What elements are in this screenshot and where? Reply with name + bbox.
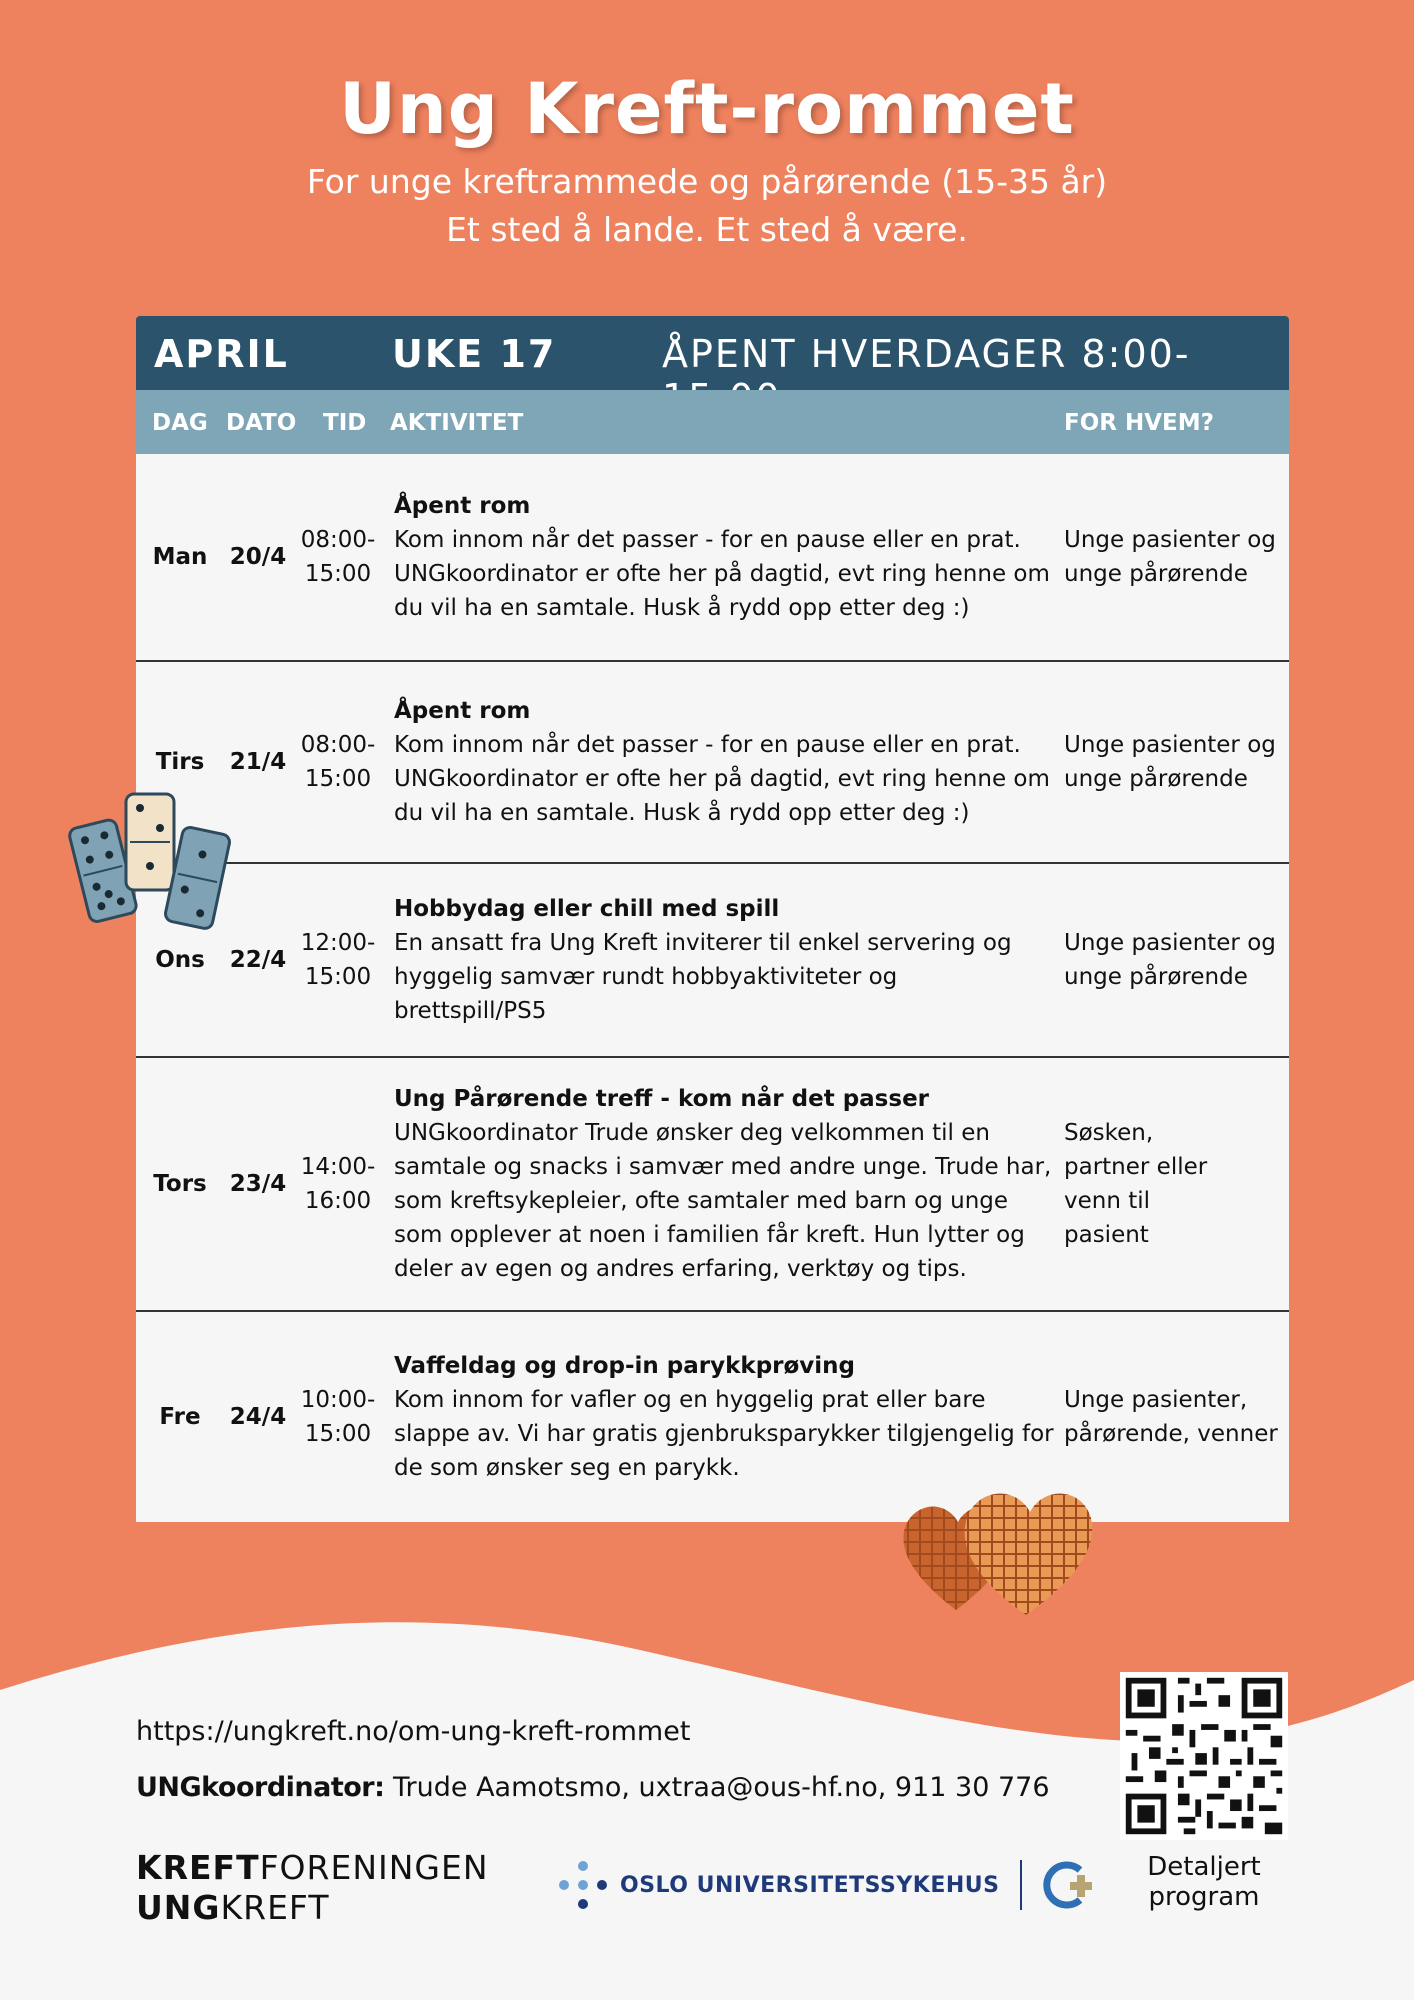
activity-title: Ung Pårørende treff - kom når det passer — [394, 1086, 930, 1112]
row-audience: Unge pasienter og unge pårørende — [1064, 732, 1276, 792]
row-activity — [394, 454, 1054, 660]
ous-cross-logo-icon — [1040, 1858, 1094, 1912]
kreftforeningen-logo: KREFTFORENINGEN UNGKREFT — [136, 1848, 489, 1927]
qr-label: Detaljert program — [1147, 1852, 1261, 1912]
activity-title: Åpent rom — [394, 493, 531, 519]
row-date: 24/4 — [229, 1404, 287, 1430]
row-audience: Søsken, partner eller venn til pasient — [1064, 1120, 1208, 1248]
subtitle-line-2: Et sted å lande. Et sted å være. — [446, 210, 968, 249]
schedule-top-bar — [136, 316, 1289, 390]
col-date: DATO — [226, 410, 297, 436]
column-headers — [136, 390, 1289, 454]
activity-text: Kom innom når det passer - for en pause eller en prat. UNGkoordinator er ofte her på dagtid, evt ring henne om du vil ha en samtale. Husk å rydd opp etter deg :) — [394, 527, 1050, 621]
schedule-table — [136, 316, 1289, 1522]
table-row — [136, 662, 1289, 864]
col-audience: FOR HVEM? — [1064, 410, 1214, 436]
week-label: UKE 17 — [392, 332, 557, 376]
activity-title: Vaffeldag og drop-in parykkprøving — [394, 1353, 856, 1379]
row-time: 08:00- 15:00 — [300, 732, 376, 792]
contact-label: UNGkoordinator: — [136, 1772, 385, 1803]
col-day: DAG — [152, 410, 208, 436]
row-time: 10:00- 15:00 — [300, 1387, 376, 1447]
ous-logo — [556, 1858, 1094, 1912]
row-audience: Unge pasienter, pårørende, venner — [1064, 1387, 1278, 1447]
ous-dots-logo-icon — [556, 1860, 610, 1910]
row-activity — [394, 1058, 1054, 1310]
row-day: Ons — [155, 947, 205, 973]
table-row — [136, 454, 1289, 662]
row-time: 12:00- 15:00 — [300, 930, 376, 990]
contact-details: Trude Aamotsmo, uxtraa@ous-hf.no, 911 30 776 — [393, 1772, 1050, 1803]
row-date: 20/4 — [229, 544, 287, 570]
activity-text: Kom innom for vafler og en hyggelig prat eller bare slappe av. Vi har gratis gjenbruksparykker tilgjengelig for de som ønsker seg en parykk. — [394, 1387, 1054, 1481]
subtitle-line-1: For unge kreftrammede og pårørende (15-35 år) — [306, 162, 1108, 201]
table-row — [136, 1312, 1289, 1522]
ous-name: OSLO UNIVERSITETSSYKEHUS — [620, 1872, 1000, 1898]
row-activity — [394, 864, 1054, 1056]
dominoes-illustration — [60, 790, 250, 940]
page-header — [0, 68, 1414, 254]
row-day: Tirs — [155, 749, 205, 775]
month-label: APRIL — [154, 332, 289, 376]
info-link[interactable]: https://ungkreft.no/om-ung-kreft-rommet — [136, 1716, 691, 1747]
col-time: TID — [323, 410, 367, 436]
row-time: 08:00- 15:00 — [300, 527, 376, 587]
row-day: Tors — [153, 1171, 207, 1197]
row-audience: Unge pasienter og unge pårørende — [1064, 930, 1276, 990]
activity-title: Hobbydag eller chill med spill — [394, 896, 780, 922]
col-activity: AKTIVITET — [390, 410, 524, 436]
activity-text: Kom innom når det passer - for en pause eller en prat. UNGkoordinator er ofte her på dagtid, evt ring henne om du vil ha en samtale. Husk å rydd opp etter deg :) — [394, 732, 1050, 826]
activity-text: UNGkoordinator Trude ønsker deg velkommen til en samtale og snacks i samvær med andre unge. Trude har, som kreftsykepleier, ofte samtaler med barn og unge som opplever at noen i familien får kreft. Hun lytter og deler av egen og andres erfaring, verktøy og tips. — [394, 1120, 1052, 1282]
activity-title: Åpent rom — [394, 698, 531, 724]
table-row — [136, 864, 1289, 1058]
row-time: 14:00- 16:00 — [300, 1154, 376, 1214]
opening-hours: ÅPENT HVERDAGER 8:00- — [662, 332, 1191, 376]
row-date: 23/4 — [229, 1171, 287, 1197]
row-day: Fre — [159, 1404, 201, 1430]
page-title: Ung Kreft-rommet — [339, 68, 1075, 150]
coordinator-contact — [136, 1772, 1050, 1803]
heart-waffles-illustration — [896, 1470, 1096, 1620]
table-row — [136, 1058, 1289, 1312]
row-date: 21/4 — [229, 749, 287, 775]
row-activity — [394, 662, 1054, 862]
row-day: Man — [152, 544, 208, 570]
row-date: 22/4 — [229, 947, 287, 973]
schedule-rows — [136, 454, 1289, 1522]
activity-text: En ansatt fra Ung Kreft inviterer til enkel servering og hyggelig samvær rundt hobbyaktiviteter og brettspill/PS5 — [394, 930, 1012, 1024]
qr-code-icon[interactable] — [1120, 1672, 1288, 1840]
row-audience: Unge pasienter og unge pårørende — [1064, 527, 1276, 587]
logo-separator — [1020, 1860, 1022, 1910]
